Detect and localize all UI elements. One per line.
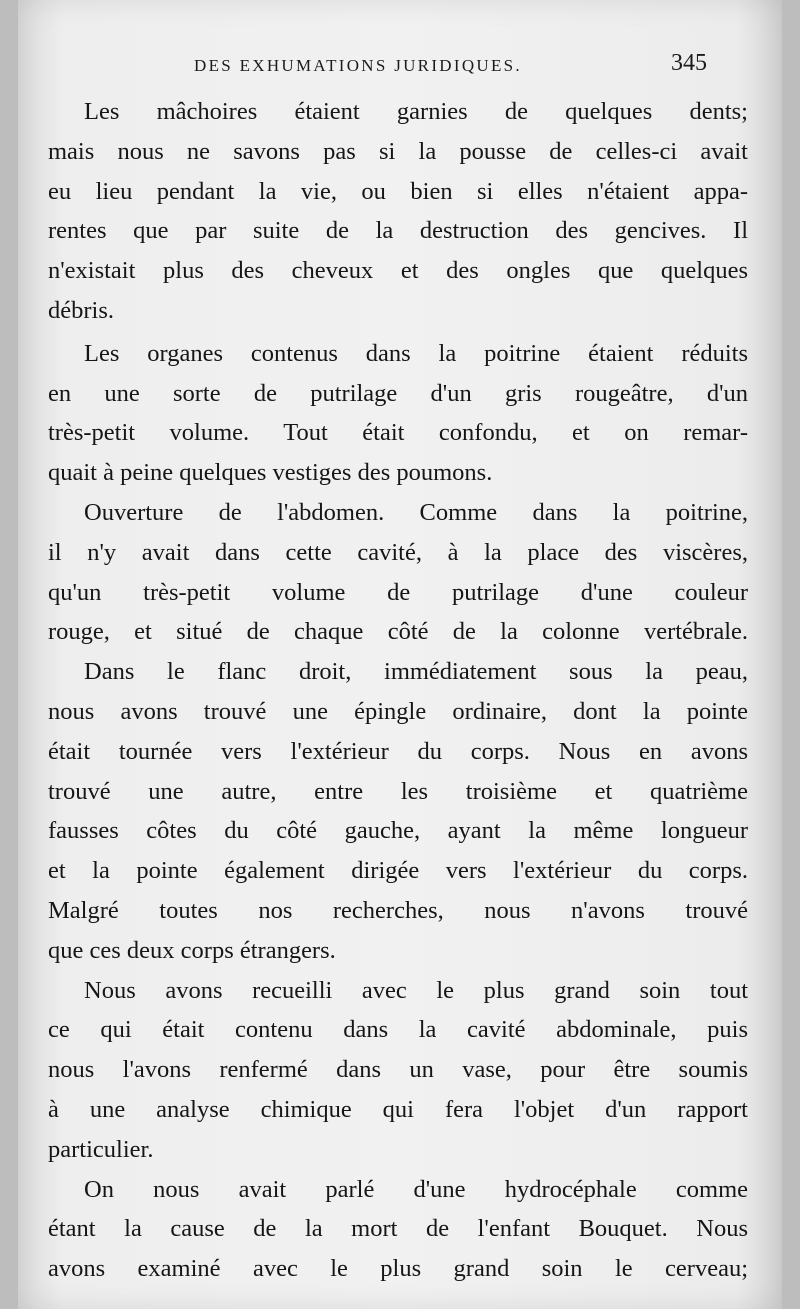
body-text (48, 92, 748, 1289)
text-line: fausses côtes du côté gauche, ayant la même longueur (48, 817, 748, 845)
text-line: mais nous ne savons pas si la pousse de celles-ci avait (48, 137, 748, 165)
page-number: 345 (671, 50, 707, 76)
text-line: qu'un très-petit volume de putrilage d'une couleur (48, 578, 748, 606)
text-line: On nous avait parlé d'une hydrocéphale comme (84, 1175, 748, 1203)
text-line: eu lieu pendant la vie, ou bien si elles n'étaient appa- (48, 177, 748, 205)
text-line: à une analyse chimique qui fera l'objet d'un rapport (48, 1095, 748, 1123)
text-line: avons examiné avec le plus grand soin le cerveau; (48, 1255, 748, 1283)
text-line: étant la cause de la mort de l'enfant Bouquet. Nous (48, 1215, 748, 1243)
text-line: nous avons trouvé une épingle ordinaire, dont la pointe (48, 697, 748, 725)
paragraph (48, 493, 748, 652)
book-page (18, 0, 782, 1309)
text-line: était tournée vers l'extérieur du corps. Nous en avons (48, 737, 748, 765)
text-line: en une sorte de putrilage d'un gris rougeâtre, d'un (48, 379, 748, 407)
paragraph (48, 971, 748, 1170)
text-line: nous l'avons renfermé dans un vase, pour être soumis (48, 1056, 748, 1084)
text-line: et la pointe également dirigée vers l'extérieur du corps. (48, 857, 748, 885)
paragraph (48, 92, 748, 331)
text-line: particulier. (48, 1135, 154, 1163)
running-title: DES EXHUMATIONS JURIDIQUES. (194, 56, 522, 75)
text-line: n'existait plus des cheveux et des ongles que quelques (48, 257, 748, 285)
text-line: il n'y avait dans cette cavité, à la place des viscères, (48, 538, 748, 566)
text-line: que ces deux corps étrangers. (48, 936, 336, 964)
text-line: très-petit volume. Tout était confondu, et on remar- (48, 419, 748, 447)
text-line: Les organes contenus dans la poitrine étaient réduits (84, 339, 748, 367)
paragraph (48, 652, 748, 970)
text-line: Nous avons recueilli avec le plus grand soin tout (84, 976, 748, 1004)
text-line: Dans le flanc droit, immédiatement sous la peau, (84, 658, 748, 686)
paragraph (48, 334, 748, 493)
text-line: rentes que par suite de la destruction des gencives. Il (48, 217, 748, 245)
text-line: quait à peine quelques vestiges des poumons. (48, 459, 493, 487)
text-line: Ouverture de l'abdomen. Comme dans la poitrine, (84, 498, 748, 526)
running-head (18, 50, 782, 80)
text-line: rouge, et situé de chaque côté de la colonne vertébrale. (48, 618, 748, 646)
text-line: Les mâchoires étaient garnies de quelques dents; (84, 98, 748, 125)
text-line: Malgré toutes nos recherches, nous n'avons trouvé (48, 896, 748, 924)
text-line: débris. (48, 296, 114, 324)
paragraph (48, 1170, 748, 1289)
text-line: ce qui était contenu dans la cavité abdominale, puis (48, 1016, 748, 1044)
text-line: trouvé une autre, entre les troisième et quatrième (48, 777, 748, 805)
